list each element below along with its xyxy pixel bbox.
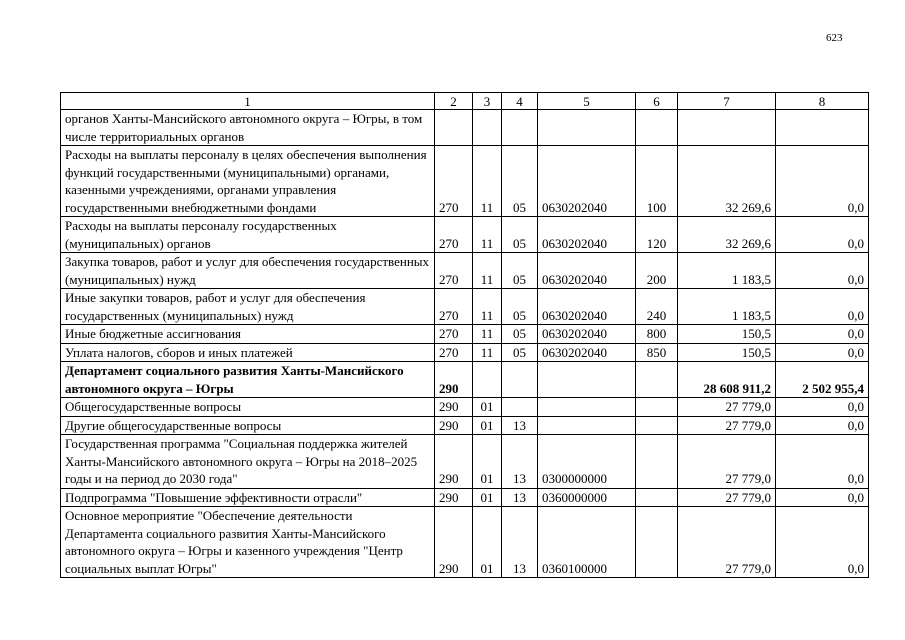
table-row [61,362,869,398]
code-admin-cell: 270 [435,217,473,253]
item-name-cell: Расходы на выплаты персоналу государственных (муниципальных) органов [61,217,435,253]
header-cell: 4 [502,93,538,110]
code-subsection-cell [502,110,538,146]
budget-table [60,92,869,578]
amount-subventions-cell: 2 502 955,4 [776,362,869,398]
table-row [61,217,869,253]
code-target-cell: 0360000000 [538,488,636,507]
item-name-cell: Уплата налогов, сборов и иных платежей [61,343,435,362]
table-row [61,507,869,578]
code-expense-type-cell: 100 [636,146,678,217]
amount-total-cell: 1 183,5 [678,253,776,289]
amount-total-cell: 27 779,0 [678,435,776,489]
item-name-cell: Департамент социального развития Ханты-Мансийского автономного округа – Югры [61,362,435,398]
code-section-cell [473,362,502,398]
code-target-cell: 0630202040 [538,146,636,217]
code-section-cell: 01 [473,488,502,507]
code-expense-type-cell: 800 [636,325,678,344]
code-section-cell: 11 [473,253,502,289]
code-subsection-cell: 13 [502,435,538,489]
code-section-cell: 01 [473,398,502,417]
code-section-cell: 11 [473,217,502,253]
header-cell: 2 [435,93,473,110]
amount-subventions-cell: 0,0 [776,325,869,344]
code-subsection-cell [502,398,538,417]
item-name-cell: Иные бюджетные ассигнования [61,325,435,344]
code-target-cell: 0630202040 [538,289,636,325]
header-cell: 3 [473,93,502,110]
code-admin-cell [435,110,473,146]
amount-subventions-cell: 0,0 [776,398,869,417]
code-admin-cell: 290 [435,416,473,435]
code-admin-cell: 270 [435,253,473,289]
table-body [61,110,869,578]
page-number: 623 [826,32,843,44]
amount-total-cell: 27 779,0 [678,398,776,417]
code-expense-type-cell: 120 [636,217,678,253]
code-target-cell [538,362,636,398]
amount-subventions-cell: 0,0 [776,217,869,253]
code-admin-cell: 290 [435,435,473,489]
amount-subventions-cell: 0,0 [776,416,869,435]
code-section-cell: 01 [473,435,502,489]
code-admin-cell: 270 [435,289,473,325]
amount-total-cell: 27 779,0 [678,507,776,578]
table-row [61,253,869,289]
code-subsection-cell: 05 [502,289,538,325]
code-expense-type-cell [636,416,678,435]
amount-subventions-cell: 0,0 [776,146,869,217]
amount-subventions-cell: 0,0 [776,253,869,289]
item-name-cell: Другие общегосударственные вопросы [61,416,435,435]
code-target-cell [538,416,636,435]
code-expense-type-cell [636,398,678,417]
code-expense-type-cell: 200 [636,253,678,289]
table-row [61,146,869,217]
table-row [61,325,869,344]
item-name-cell: Иные закупки товаров, работ и услуг для обеспечения государственных (муниципальных) нужд [61,289,435,325]
item-name-cell: Общегосударственные вопросы [61,398,435,417]
code-target-cell: 0630202040 [538,343,636,362]
code-expense-type-cell [636,507,678,578]
code-admin-cell: 290 [435,488,473,507]
code-subsection-cell: 13 [502,416,538,435]
code-subsection-cell [502,362,538,398]
code-admin-cell: 290 [435,362,473,398]
amount-subventions-cell [776,110,869,146]
code-section-cell: 01 [473,416,502,435]
code-expense-type-cell: 240 [636,289,678,325]
table-row [61,416,869,435]
code-subsection-cell: 13 [502,488,538,507]
code-admin-cell: 270 [435,146,473,217]
item-name-cell: Государственная программа "Социальная поддержка жителей Ханты-Мансийского автономного округа – Югры на 2018–2025 годы и на период до 2030 года" [61,435,435,489]
code-target-cell: 0300000000 [538,435,636,489]
code-admin-cell: 270 [435,343,473,362]
code-section-cell: 11 [473,289,502,325]
code-expense-type-cell [636,362,678,398]
code-target-cell [538,110,636,146]
header-cell: 5 [538,93,636,110]
code-subsection-cell: 05 [502,217,538,253]
table-row [61,398,869,417]
code-subsection-cell: 05 [502,146,538,217]
amount-subventions-cell: 0,0 [776,343,869,362]
code-section-cell: 11 [473,146,502,217]
item-name-cell: Подпрограмма "Повышение эффективности отрасли" [61,488,435,507]
item-name-cell: Основное мероприятие "Обеспечение деятельности Департамента социального развития Ханты-Мансийского автономного округа – Югры и казенного учреждения "Центр социальных выплат Югры" [61,507,435,578]
code-section-cell: 11 [473,343,502,362]
table-row [61,435,869,489]
item-name-cell: органов Ханты-Мансийского автономного округа – Югры, в том числе территориальных органов [61,110,435,146]
header-cell: 8 [776,93,869,110]
amount-subventions-cell: 0,0 [776,507,869,578]
amount-total-cell: 28 608 911,2 [678,362,776,398]
table-row [61,343,869,362]
code-section-cell: 01 [473,507,502,578]
code-expense-type-cell [636,488,678,507]
amount-total-cell: 27 779,0 [678,416,776,435]
table-row [61,488,869,507]
header-cell: 6 [636,93,678,110]
code-expense-type-cell: 850 [636,343,678,362]
code-target-cell [538,398,636,417]
item-name-cell: Расходы на выплаты персоналу в целях обеспечения выполнения функций государственными (муниципальными) органами, казенными учреждениями, органами управления государственными внебюджетными фондами [61,146,435,217]
header-cell: 7 [678,93,776,110]
code-section-cell: 11 [473,325,502,344]
header-cell: 1 [61,93,435,110]
table-row [61,110,869,146]
code-target-cell: 0630202040 [538,325,636,344]
code-subsection-cell: 13 [502,507,538,578]
amount-total-cell: 150,5 [678,325,776,344]
amount-total-cell: 32 269,6 [678,146,776,217]
header-row [61,93,869,110]
code-expense-type-cell [636,110,678,146]
table-row [61,289,869,325]
amount-total-cell [678,110,776,146]
amount-subventions-cell: 0,0 [776,435,869,489]
amount-total-cell: 1 183,5 [678,289,776,325]
code-subsection-cell: 05 [502,325,538,344]
code-expense-type-cell [636,435,678,489]
amount-subventions-cell: 0,0 [776,488,869,507]
code-subsection-cell: 05 [502,253,538,289]
amount-total-cell: 32 269,6 [678,217,776,253]
amount-subventions-cell: 0,0 [776,289,869,325]
code-admin-cell: 290 [435,398,473,417]
amount-total-cell: 150,5 [678,343,776,362]
code-target-cell: 0630202040 [538,217,636,253]
code-section-cell [473,110,502,146]
item-name-cell: Закупка товаров, работ и услуг для обеспечения государственных (муниципальных) нужд [61,253,435,289]
code-subsection-cell: 05 [502,343,538,362]
code-target-cell: 0360100000 [538,507,636,578]
code-admin-cell: 270 [435,325,473,344]
amount-total-cell: 27 779,0 [678,488,776,507]
code-admin-cell: 290 [435,507,473,578]
code-target-cell: 0630202040 [538,253,636,289]
